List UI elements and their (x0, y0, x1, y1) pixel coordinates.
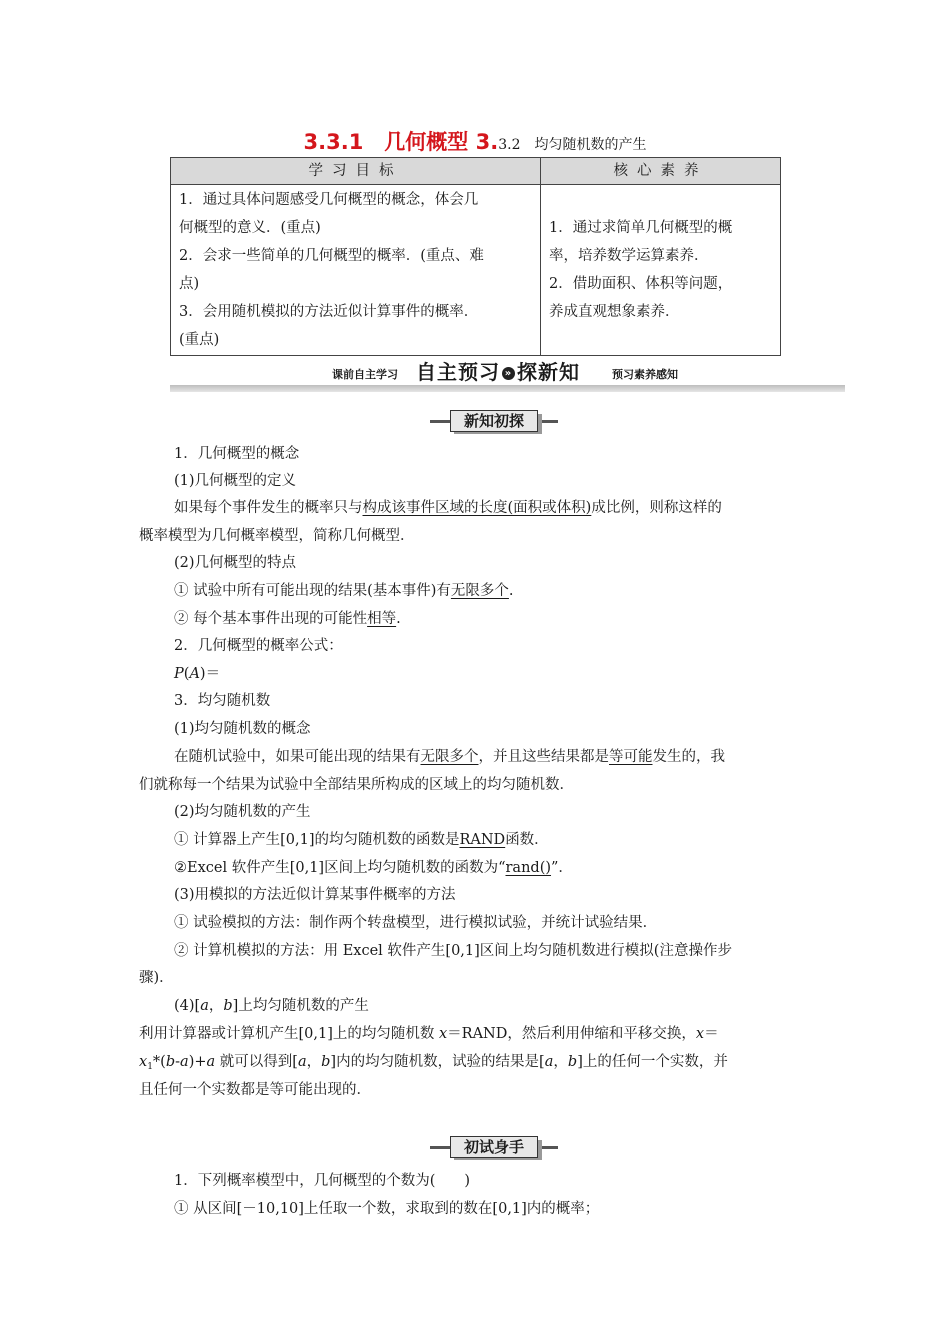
literacy-line: 养成直观想象素养． (549, 304, 680, 320)
underlined-answer: RAND (459, 832, 506, 848)
literacy-line: 2．借助面积、体积等问题， (549, 276, 733, 292)
text-span: )+ (188, 1054, 207, 1070)
literacy-cell (541, 185, 781, 356)
goal-line: 何概型的意义．(重点) (179, 220, 321, 236)
text-span: ]上均匀随机数的产生 (232, 998, 369, 1014)
underlined-answer: 相等 (367, 611, 397, 627)
banner-left-label: 课前自主学习 (332, 368, 398, 381)
text-span: x (695, 1026, 705, 1042)
literacy-line: 率，培养数学运算素养． (549, 248, 709, 264)
text-span: - (175, 1054, 181, 1070)
text-span: ＝ (704, 1026, 719, 1042)
text-span: x (438, 1026, 448, 1042)
text-span: ( (183, 666, 190, 682)
text-span: ②Excel 软件产生[0,1]区间上均匀随机数的函数为“ (174, 860, 506, 876)
text-line (174, 830, 549, 850)
text-line: 骤)． (139, 970, 174, 986)
goal-line: (重点) (179, 332, 220, 348)
text-span: . (508, 583, 514, 599)
text-line: (1)几何概型的定义 (174, 473, 297, 489)
text-line (174, 996, 369, 1016)
table-header-literacy: 核心素养 (541, 158, 781, 185)
text-span: ① 计算器上产生[0,1]的均匀随机数的函数是 (174, 832, 460, 848)
learning-goals-table (170, 157, 781, 356)
arrow-icon: » (502, 367, 515, 380)
text-span: ① 试验中所有可能出现的结果(基本事件)有 (174, 583, 451, 599)
banner-title-b: 探新知 (517, 360, 580, 384)
text-span: a (180, 1054, 189, 1070)
section-tag-first-try (430, 1136, 558, 1158)
goals-cell (171, 185, 541, 356)
literacy-line: 1．通过求简单几何概型的概 (549, 220, 733, 236)
text-span: a (297, 1054, 307, 1070)
text-span: ，并且这些结果都是 (478, 749, 609, 765)
text-span: 就可以得到[ (215, 1054, 298, 1070)
underlined-answer: 等可能 (609, 749, 653, 765)
underlined-answer: 构成该事件区域的长度(面积或体积) (362, 500, 592, 516)
text-span: P (174, 666, 184, 682)
banner-right-label: 预习素养感知 (612, 368, 678, 381)
text-line: ① 试验模拟的方法：制作两个转盘模型，进行模拟试验，并统计试验结果． (174, 915, 658, 931)
text-span: ”． (551, 860, 573, 876)
text-line: 1．几何概型的概念 (174, 446, 300, 462)
title-sub: 3.2 均匀随机数的产生 (498, 137, 647, 153)
text-span: *( (152, 1054, 166, 1070)
text-line: (3)用模拟的方法近似计算某事件概率的方法 (174, 887, 456, 903)
text-span: b (165, 1054, 176, 1070)
text-span: 利用计算器或计算机产生[0,1]上的均匀随机数 (139, 1026, 439, 1042)
tag-label: 初试身手 (450, 1136, 538, 1158)
text-span: b (567, 1054, 578, 1070)
underlined-answer: 无限多个 (420, 749, 479, 765)
text-line (174, 858, 573, 878)
text-span: A (189, 666, 200, 682)
tag-label: 新知初探 (450, 410, 538, 432)
subscript: 1 (147, 1062, 153, 1072)
text-span: (4)[ (174, 998, 201, 1014)
goal-line: 1．通过具体问题感受几何概型的概念，体会几 (179, 192, 479, 208)
text-line: 概率模型为几何概率模型，简称几何概型． (139, 528, 415, 544)
text-line: (1)均匀随机数的概念 (174, 721, 311, 737)
text-span: )＝ (199, 666, 221, 682)
text-span: ]上的任何一个实数，并 (577, 1054, 728, 1070)
text-span: 成比例，则称这样的 (591, 500, 722, 516)
text-span: 函数． (505, 832, 549, 848)
text-span: b (223, 998, 233, 1014)
text-span: ， (553, 1054, 568, 1070)
text-line: 们就称每一个结果为试验中全部结果所构成的区域上的均匀随机数． (139, 777, 574, 793)
text-span: 在随机试验中，如果可能出现的结果有 (174, 749, 421, 765)
formula-line (174, 664, 220, 684)
text-line (139, 1024, 719, 1044)
question-line: 1．下列概率模型中，几何概型的个数为( ) (174, 1173, 471, 1189)
text-line (174, 747, 725, 767)
page-title (0, 126, 950, 156)
text-line (174, 498, 722, 518)
text-span: ② 每个基本事件出现的可能性 (174, 611, 368, 627)
text-line: (2)几何概型的特点 (174, 555, 297, 571)
banner-title (416, 356, 580, 385)
text-span: ， (208, 998, 224, 1014)
table-header-goals: 学习目标 (171, 158, 541, 185)
goal-line: 点) (179, 276, 200, 292)
text-line: 且任何一个实数都是等可能出现的． (139, 1082, 371, 1098)
text-span: a (206, 1054, 216, 1070)
banner-bar (170, 385, 845, 392)
text-span: a (200, 998, 209, 1014)
text-span: b (321, 1054, 331, 1070)
section-banner (170, 356, 845, 394)
text-span: ＝RAND，然后利用伸缩和平移交换， (447, 1026, 696, 1042)
underlined-answer: 无限多个 (450, 583, 509, 599)
goal-line: 3．会用随机模拟的方法近似计算事件的概率． (179, 304, 479, 320)
text-span: x (139, 1054, 148, 1070)
question-line: ① 从区间[－10,10]上任取一个数，求取到的数在[0,1]内的概率； (174, 1201, 600, 1217)
text-span: 发生的，我 (652, 749, 725, 765)
text-line: 2．几何概型的概率公式： (174, 638, 343, 654)
text-span: ， (306, 1054, 322, 1070)
banner-title-a: 自主预习 (416, 360, 500, 384)
text-line (174, 581, 514, 601)
text-line: (2)均匀随机数的产生 (174, 804, 311, 820)
text-line: ② 计算机模拟的方法：用 Excel 软件产生[0,1]区间上均匀随机数进行模拟(注意操作步 (174, 943, 732, 959)
text-line: 3．均匀随机数 (174, 693, 271, 709)
goal-line: 2．会求一些简单的几何概型的概率．(重点、难 (179, 248, 484, 264)
text-span: 如果每个事件发生的概率只与 (174, 500, 363, 516)
title-main: 3.3.1 几何概型 3. (303, 130, 499, 154)
text-span: a (544, 1054, 554, 1070)
text-line (174, 609, 401, 629)
section-tag-new-knowledge (430, 410, 558, 432)
text-span: ]内的均匀随机数，试验的结果是[ (330, 1054, 545, 1070)
underlined-answer: rand() (505, 860, 552, 876)
text-line (139, 1052, 728, 1077)
text-span: . (396, 611, 401, 627)
